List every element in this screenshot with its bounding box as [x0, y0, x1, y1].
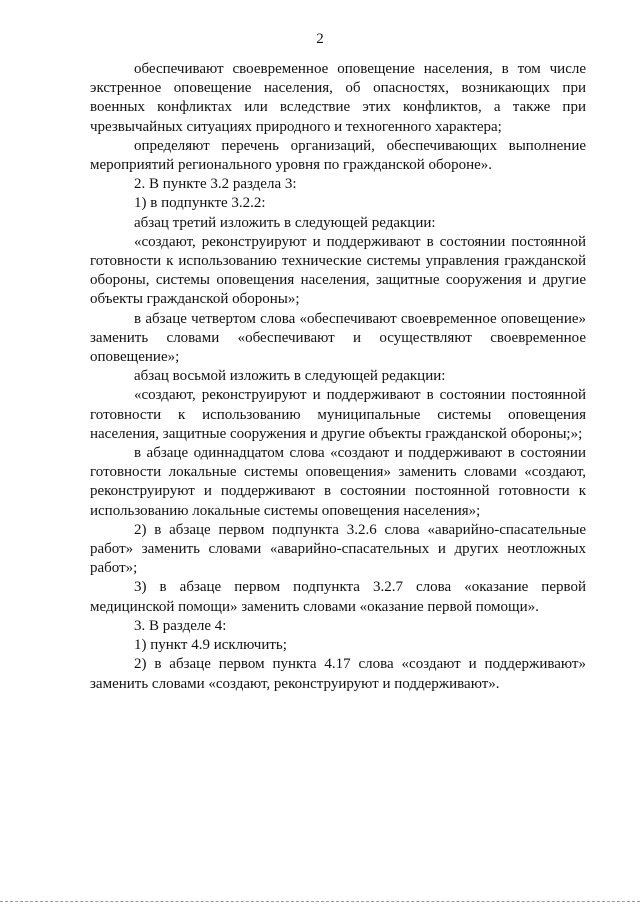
paragraph-10: в абзаце одиннадцатом слова «создают и поддерживают в состоянии готовности локальные системы оповещения» заменить словами «создают, реконструируют и поддерживают в состоянии постоянной готовности к использованию локальные системы оповещения населения»; [90, 445, 586, 519]
paragraph-2: определяют перечень организаций, обеспечивающих выполнение мероприятий регионального уровня по гражданской обороне». [90, 137, 586, 174]
paragraph-15: 2) в абзаце первом пункта 4.17 слова «создают и поддерживают» заменить словами «создают, реконструируют и поддерживают». [90, 656, 586, 692]
paragraph-3: 2. В пункте 3.2 раздела 3: [134, 176, 297, 193]
paragraph-1: обеспечивают своевременное оповещение населения, в том числе экстренное оповещение населения, об опасностях, возникающих при военных конфликтах или вследствие этих конфликтов, а также при чрезвычайных ситуациях природного и техногенного характера; [90, 61, 586, 135]
scan-bottom-edge [0, 901, 640, 902]
paragraph-14: 1) пункт 4.9 исключить; [134, 637, 287, 654]
paragraph-12: 3) в абзаце первом подпункта 3.2.7 слова «оказание первой медицинской помощи» заменить словами «оказание первой помощи». [90, 579, 586, 615]
paragraph-7: в абзаце четвертом слова «обеспечивают своевременное оповещение» заменить словами «обеспечивают и осуществляют своевременное оповещение»; [90, 310, 586, 366]
paragraph-6: «создают, реконструируют и поддерживают в состоянии постоянной готовности к использованию технические системы управления гражданской обороны, системы оповещения населения, защитные сооружения и другие объекты гражданской обороны»; [90, 233, 586, 308]
paragraph-11: 2) в абзаце первом подпункта 3.2.6 слова «аварийно-спасательные работ» заменить словами «аварийно-спасательных и других неотложных работ»; [90, 521, 586, 577]
paragraph-5: абзац третий изложить в следующей редакции: [134, 214, 436, 231]
paragraph-4: 1) в подпункте 3.2.2: [134, 195, 266, 212]
document-body [90, 60, 586, 694]
paragraph-9: «создают, реконструируют и поддерживают в состоянии постоянной готовности к использованию муниципальные системы оповещения населения, защитные сооружения и другие объекты гражданской обороны;»; [90, 387, 586, 442]
paragraph-8: абзац восьмой изложить в следующей редакции: [134, 368, 446, 385]
paragraph-13: 3. В разделе 4: [134, 617, 227, 634]
page-number: 2 [316, 31, 324, 47]
